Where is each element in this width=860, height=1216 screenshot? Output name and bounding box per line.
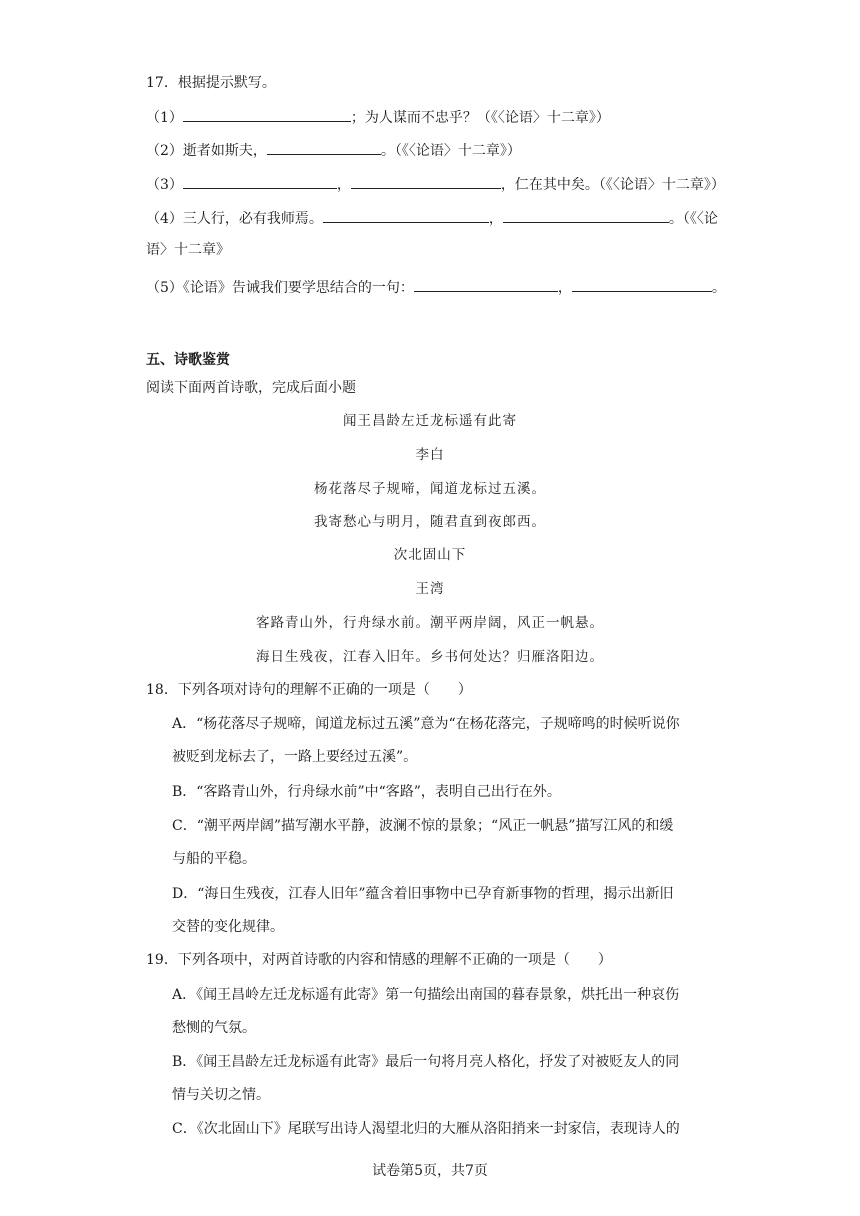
q19-option-b-cont: 情与关切之情。 <box>172 1087 270 1103</box>
q18-option-a-cont: 被贬到龙标去了，一路上要经过五溪”。 <box>172 749 418 765</box>
item-text: 。（《〈论 <box>668 211 718 227</box>
q17-item-4-continued: 语〉十二章》 <box>146 242 230 258</box>
option-text: 《次北固山下》尾联写出诗人渴望北归的大雁从洛阳捎来一封家信，表现诗人的 <box>196 1121 680 1137</box>
poem-2-author: 王湾 <box>415 581 445 597</box>
q17-item-1 <box>146 106 610 128</box>
option-text: “客路青山外，行舟绿水前”中“客路”，表明自己出行在外。 <box>196 784 561 800</box>
answer-blank[interactable] <box>267 139 381 155</box>
item-number: （2） <box>146 143 183 159</box>
answer-blank[interactable] <box>183 106 351 122</box>
poem-1-line-1: 杨花落尽子规啼，闻道龙标过五溪。 <box>314 481 546 497</box>
q17-item-3 <box>146 173 725 195</box>
q17-title: 17．根据提示默写。 <box>146 75 276 91</box>
item-text: 。 <box>711 280 726 296</box>
poem-2-line-2: 海日生残夜，江春入旧年。乡书何处达？归雁洛阳边。 <box>256 649 604 665</box>
poem-2-title: 次北固山下 <box>393 547 467 563</box>
q19-option-a-cont: 愁恻的气氛。 <box>172 1020 256 1036</box>
item-number: （3） <box>146 177 183 193</box>
q18-option-a[interactable] <box>172 714 680 734</box>
section-heading: 五、诗歌鉴赏 <box>146 352 230 368</box>
poem-1-line-2: 我寄愁心与明月，随君直到夜郎西。 <box>314 514 546 530</box>
page-footer: 试卷第5页，共7页 <box>372 1163 488 1179</box>
q18-option-c-cont: 与船的平稳。 <box>172 851 256 867</box>
poem-2-line-1: 客路青山外，行舟绿水前。潮平两岸阔，风正一帆悬。 <box>256 615 604 631</box>
item-text: 。（《〈论语〉十二章》） <box>380 143 521 159</box>
answer-blank[interactable] <box>414 276 558 292</box>
item-number: （5） <box>146 280 183 296</box>
answer-blank[interactable] <box>183 173 337 189</box>
item-text: 逝者如斯夫， <box>182 143 267 159</box>
q19-option-c[interactable] <box>172 1119 680 1139</box>
answer-blank[interactable] <box>351 173 501 189</box>
option-label: D． <box>172 886 198 902</box>
item-text: ， <box>488 211 503 227</box>
option-label: C． <box>172 818 197 834</box>
option-label: A． <box>172 716 197 732</box>
option-label: A． <box>172 987 197 1003</box>
option-text: “海日生残夜，江春人旧年”蕴含着旧事物中已孕育新事物的哲理，揭示出新旧 <box>197 886 674 902</box>
item-text: ， <box>557 280 572 296</box>
q18-stem: 18．下列各项对诗句的理解不正确的一项是（ ） <box>146 682 472 698</box>
option-label: B． <box>172 1054 197 1070</box>
answer-blank[interactable] <box>503 207 669 223</box>
item-text: ， <box>336 177 351 193</box>
q17-item-5 <box>146 276 726 298</box>
option-text: “潮平两岸阔”描写潮水平静，波澜不惊的景象；“风正一帆悬”描写江风的和缓 <box>196 818 674 834</box>
option-label: B． <box>172 784 197 800</box>
item-text: ；为人谋而不忠乎？（《〈论语〉十二章》） <box>350 110 610 126</box>
q18-option-d-cont: 交替的变化规律。 <box>172 919 284 935</box>
option-text: 《闻王昌龄左迁龙标遥有此寄》最后一句将月亮人格化，抒发了对被贬友人的同 <box>196 1054 680 1070</box>
q18-option-c[interactable] <box>172 816 673 836</box>
option-text: “杨花落尽子规啼，闻道龙标过五溪”意为“在杨花落完，子规啼鸣的时候听说你 <box>196 716 680 732</box>
item-text: ，仁在其中矣。（《〈论语〉十二章》） <box>500 177 725 193</box>
poem-1-title: 闻王昌龄左迁龙标遥有此寄 <box>343 413 517 429</box>
q19-option-b[interactable] <box>172 1052 679 1072</box>
q18-option-b[interactable] <box>172 782 561 802</box>
item-number: （1） <box>146 110 183 126</box>
answer-blank[interactable] <box>572 276 712 292</box>
option-text: 《闻王昌岭左迁龙标遥有此寄》第一句描绘出南国的暮春景象，烘托出一种哀伤 <box>196 987 680 1003</box>
q17-item-4 <box>146 207 718 229</box>
answer-blank[interactable] <box>323 207 489 223</box>
q17-item-2 <box>146 139 521 161</box>
item-number: （4） <box>146 211 183 227</box>
poem-1-author: 李白 <box>415 447 445 463</box>
section-intro: 阅读下面两首诗歌，完成后面小题 <box>146 380 356 396</box>
item-text: 三人行，必有我师焉。 <box>182 211 323 227</box>
q19-option-a[interactable] <box>172 985 679 1005</box>
q19-stem: 19．下列各项中，对两首诗歌的内容和情感的理解不正确的一项是（ ） <box>146 952 612 968</box>
option-label: C． <box>172 1121 197 1137</box>
q18-option-d[interactable] <box>172 884 674 904</box>
item-text: 《论语》告诫我们要学思结合的一句： <box>182 280 414 296</box>
